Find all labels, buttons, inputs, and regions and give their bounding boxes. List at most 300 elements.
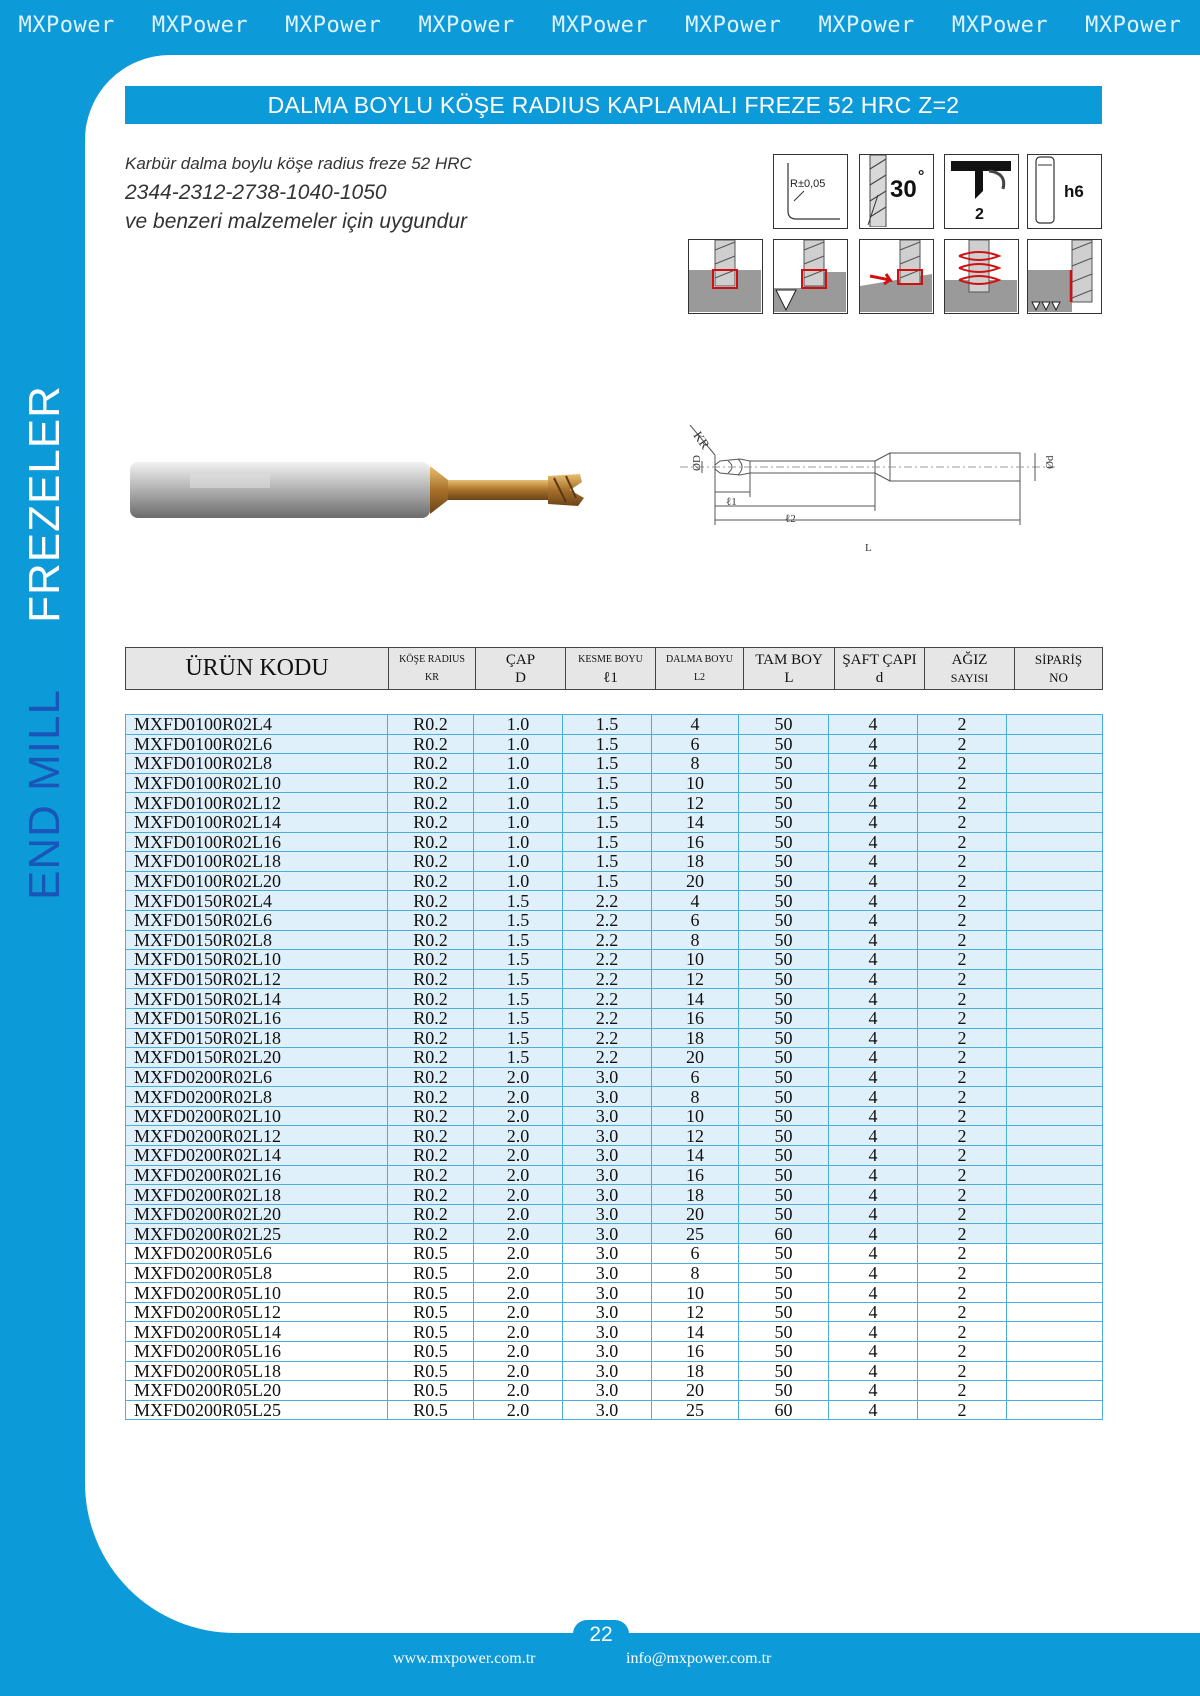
cell-diameter: 2.0 [474, 1283, 563, 1303]
cell-flute-count: 2 [918, 734, 1007, 754]
side-milling-operation-icon [1027, 239, 1102, 314]
cell-shank-diameter: 4 [829, 754, 918, 774]
header-cutting-length: KESME BOYU ℓ1 [566, 648, 656, 690]
cell-corner-radius: R0.2 [388, 1067, 474, 1087]
cell-order-no [1007, 1146, 1103, 1166]
cell-flute-count: 2 [918, 1263, 1007, 1283]
cell-corner-radius: R0.2 [388, 891, 474, 911]
cell-flute-count: 2 [918, 1126, 1007, 1146]
cell-flute-count: 2 [918, 1361, 1007, 1381]
cell-total-length: 50 [739, 832, 829, 852]
table-row [126, 734, 1103, 754]
cell-corner-radius: R0.2 [388, 1106, 474, 1126]
cell-corner-radius: R0.2 [388, 969, 474, 989]
cell-cutting-length: 3.0 [563, 1224, 652, 1244]
cell-cutting-length: 3.0 [563, 1381, 652, 1401]
slotting-operation-icon [688, 239, 763, 314]
watermark-text: MXPower [951, 12, 1049, 38]
cell-diameter: 2.0 [474, 1361, 563, 1381]
cell-diameter: 1.0 [474, 871, 563, 891]
cell-cutting-length: 1.5 [563, 715, 652, 735]
cell-diameter: 1.0 [474, 734, 563, 754]
cell-corner-radius: R0.5 [388, 1381, 474, 1401]
helix-degree-symbol: ° [918, 168, 925, 185]
cell-flute-count: 2 [918, 812, 1007, 832]
ramping-operation-icon [859, 239, 934, 314]
cell-order-no [1007, 812, 1103, 832]
cell-order-no [1007, 1381, 1103, 1401]
cell-flute-count: 2 [918, 1204, 1007, 1224]
cell-total-length: 50 [739, 1048, 829, 1068]
cell-plunge-length: 8 [652, 1263, 739, 1283]
cell-order-no [1007, 930, 1103, 950]
cell-total-length: 50 [739, 930, 829, 950]
header-shank-diameter: ŞAFT ÇAPI d [835, 648, 925, 690]
cell-flute-count: 2 [918, 871, 1007, 891]
cell-cutting-length: 3.0 [563, 1244, 652, 1264]
cell-corner-radius: R0.2 [388, 754, 474, 774]
cell-total-length: 50 [739, 715, 829, 735]
cell-total-length: 50 [739, 1204, 829, 1224]
drawing-label-shank-diameter: Ød [1044, 455, 1055, 469]
table-row [126, 1087, 1103, 1107]
cell-flute-count: 2 [918, 1087, 1007, 1107]
cell-shank-diameter: 4 [829, 1381, 918, 1401]
cell-plunge-length: 6 [652, 1067, 739, 1087]
cell-corner-radius: R0.2 [388, 1146, 474, 1166]
cell-total-length: 50 [739, 1302, 829, 1322]
cell-order-no [1007, 1048, 1103, 1068]
cell-flute-count: 2 [918, 950, 1007, 970]
description-line: ve benzeri malzemeler için uygundur [125, 210, 467, 233]
cell-plunge-length: 10 [652, 1106, 739, 1126]
cell-flute-count: 2 [918, 1322, 1007, 1342]
cell-shank-diameter: 4 [829, 852, 918, 872]
cell-order-no [1007, 1106, 1103, 1126]
cell-product-code: MXFD0100R02L8 [126, 754, 388, 774]
table-row [126, 1224, 1103, 1244]
cell-cutting-length: 3.0 [563, 1146, 652, 1166]
cell-cutting-length: 2.2 [563, 950, 652, 970]
cell-total-length: 60 [739, 1400, 829, 1420]
cell-plunge-length: 16 [652, 832, 739, 852]
cell-shank-diameter: 4 [829, 930, 918, 950]
cell-flute-count: 2 [918, 1048, 1007, 1068]
cell-shank-diameter: 4 [829, 969, 918, 989]
cell-order-no [1007, 989, 1103, 1009]
helix-angle-icon [859, 154, 934, 229]
cell-diameter: 2.0 [474, 1185, 563, 1205]
cell-shank-diameter: 4 [829, 1028, 918, 1048]
cell-diameter: 2.0 [474, 1165, 563, 1185]
cell-cutting-length: 2.2 [563, 1008, 652, 1028]
watermark-text: MXPower [818, 12, 915, 38]
table-row [126, 793, 1103, 813]
cell-total-length: 50 [739, 1106, 829, 1126]
cell-flute-count: 2 [918, 1106, 1007, 1126]
cell-flute-count: 2 [918, 793, 1007, 813]
cell-product-code: MXFD0150R02L6 [126, 910, 388, 930]
cell-diameter: 2.0 [474, 1302, 563, 1322]
cell-corner-radius: R0.2 [388, 1224, 474, 1244]
header-diameter: ÇAP D [476, 648, 566, 690]
description [125, 154, 472, 236]
cell-plunge-length: 20 [652, 1381, 739, 1401]
cell-corner-radius: R0.5 [388, 1400, 474, 1420]
table-row [126, 1185, 1103, 1205]
cell-total-length: 50 [739, 1087, 829, 1107]
drawing-label-cut-diameter: ØD [691, 455, 703, 471]
cell-total-length: 50 [739, 1283, 829, 1303]
cell-total-length: 50 [739, 793, 829, 813]
cell-flute-count: 2 [918, 1302, 1007, 1322]
watermark-text: MXPower [151, 12, 249, 38]
cell-shank-diameter: 4 [829, 1244, 918, 1264]
cell-corner-radius: R0.2 [388, 1087, 474, 1107]
cell-shank-diameter: 4 [829, 1283, 918, 1303]
cell-total-length: 50 [739, 754, 829, 774]
cell-product-code: MXFD0200R05L12 [126, 1302, 388, 1322]
table-row [126, 832, 1103, 852]
cell-product-code: MXFD0150R02L18 [126, 1028, 388, 1048]
website-link[interactable]: www.mxpower.com.tr [393, 1650, 536, 1667]
cell-shank-diameter: 4 [829, 1263, 918, 1283]
cell-plunge-length: 25 [652, 1400, 739, 1420]
cell-order-no [1007, 910, 1103, 930]
cell-diameter: 2.0 [474, 1067, 563, 1087]
cell-diameter: 1.5 [474, 1048, 563, 1068]
table-row [126, 1165, 1103, 1185]
cell-cutting-length: 2.2 [563, 1028, 652, 1048]
cell-diameter: 2.0 [474, 1263, 563, 1283]
cell-diameter: 2.0 [474, 1224, 563, 1244]
cell-order-no [1007, 1126, 1103, 1146]
email-link[interactable]: info@mxpower.com.tr [626, 1650, 772, 1667]
watermark-text: MXPower [1085, 12, 1182, 38]
table-row [126, 754, 1103, 774]
cell-shank-diameter: 4 [829, 950, 918, 970]
cell-plunge-length: 8 [652, 930, 739, 950]
cell-total-length: 50 [739, 852, 829, 872]
cell-total-length: 50 [739, 1008, 829, 1028]
table-row [126, 1028, 1103, 1048]
cell-plunge-length: 6 [652, 910, 739, 930]
cell-order-no [1007, 1185, 1103, 1205]
end-mill-photo [130, 440, 650, 540]
cell-product-code: MXFD0100R02L18 [126, 852, 388, 872]
table-row [126, 1067, 1103, 1087]
cell-corner-radius: R0.2 [388, 1028, 474, 1048]
shank-tolerance-value: h6 [1064, 182, 1084, 201]
table-row [126, 1381, 1103, 1401]
cell-flute-count: 2 [918, 1165, 1007, 1185]
cell-diameter: 1.0 [474, 715, 563, 735]
cell-diameter: 1.5 [474, 1028, 563, 1048]
cell-cutting-length: 1.5 [563, 812, 652, 832]
table-row [126, 1146, 1103, 1166]
cell-diameter: 2.0 [474, 1381, 563, 1401]
cell-shank-diameter: 4 [829, 1106, 918, 1126]
cell-corner-radius: R0.2 [388, 715, 474, 735]
cell-product-code: MXFD0200R05L14 [126, 1322, 388, 1342]
cell-diameter: 1.5 [474, 930, 563, 950]
cell-cutting-length: 3.0 [563, 1106, 652, 1126]
cell-diameter: 1.5 [474, 950, 563, 970]
cell-diameter: 1.0 [474, 793, 563, 813]
cell-product-code: MXFD0200R05L8 [126, 1263, 388, 1283]
cell-total-length: 50 [739, 871, 829, 891]
cell-diameter: 2.0 [474, 1322, 563, 1342]
cell-order-no [1007, 773, 1103, 793]
cell-diameter: 1.0 [474, 812, 563, 832]
cell-order-no [1007, 1283, 1103, 1303]
cell-diameter: 1.0 [474, 852, 563, 872]
cell-cutting-length: 2.2 [563, 930, 652, 950]
cell-total-length: 60 [739, 1224, 829, 1244]
cell-order-no [1007, 1342, 1103, 1362]
cell-order-no [1007, 950, 1103, 970]
cell-cutting-length: 2.2 [563, 1048, 652, 1068]
cell-order-no [1007, 1244, 1103, 1264]
cell-flute-count: 2 [918, 754, 1007, 774]
tolerance-value: R±0,05 [790, 178, 826, 190]
cell-shank-diameter: 4 [829, 1087, 918, 1107]
cell-order-no [1007, 734, 1103, 754]
page-number: 22 [573, 1620, 629, 1648]
cell-flute-count: 2 [918, 910, 1007, 930]
cell-plunge-length: 16 [652, 1342, 739, 1362]
cell-total-length: 50 [739, 1381, 829, 1401]
product-table [125, 714, 1103, 1420]
cell-product-code: MXFD0200R02L14 [126, 1146, 388, 1166]
cell-shank-diameter: 4 [829, 1185, 918, 1205]
cell-total-length: 50 [739, 1361, 829, 1381]
cell-corner-radius: R0.5 [388, 1322, 474, 1342]
cell-product-code: MXFD0200R05L10 [126, 1283, 388, 1303]
cell-corner-radius: R0.2 [388, 910, 474, 930]
cell-cutting-length: 2.2 [563, 891, 652, 911]
cell-cutting-length: 1.5 [563, 773, 652, 793]
side-label-end-mill: END MILL [20, 689, 69, 900]
cell-shank-diameter: 4 [829, 1302, 918, 1322]
cell-shank-diameter: 4 [829, 1204, 918, 1224]
cell-plunge-length: 16 [652, 1165, 739, 1185]
cell-product-code: MXFD0100R02L6 [126, 734, 388, 754]
cell-shank-diameter: 4 [829, 832, 918, 852]
cell-cutting-length: 1.5 [563, 734, 652, 754]
cell-flute-count: 2 [918, 715, 1007, 735]
cell-flute-count: 2 [918, 1008, 1007, 1028]
cell-flute-count: 2 [918, 1283, 1007, 1303]
cell-total-length: 50 [739, 1028, 829, 1048]
cell-plunge-length: 10 [652, 1283, 739, 1303]
cell-flute-count: 2 [918, 1028, 1007, 1048]
cell-total-length: 50 [739, 1185, 829, 1205]
cell-flute-count: 2 [918, 1381, 1007, 1401]
flute-count-value: 2 [975, 206, 984, 223]
cell-diameter: 1.0 [474, 832, 563, 852]
cell-plunge-length: 4 [652, 715, 739, 735]
table-row [126, 1204, 1103, 1224]
cell-cutting-length: 1.5 [563, 754, 652, 774]
cell-order-no [1007, 1400, 1103, 1420]
cell-corner-radius: R0.5 [388, 1342, 474, 1362]
cell-product-code: MXFD0200R02L18 [126, 1185, 388, 1205]
cell-order-no [1007, 754, 1103, 774]
cell-product-code: MXFD0200R02L20 [126, 1204, 388, 1224]
table-row [126, 1361, 1103, 1381]
cell-product-code: MXFD0100R02L20 [126, 871, 388, 891]
cell-cutting-length: 3.0 [563, 1342, 652, 1362]
cell-plunge-length: 25 [652, 1224, 739, 1244]
cell-order-no [1007, 891, 1103, 911]
cell-shank-diameter: 4 [829, 1048, 918, 1068]
cell-corner-radius: R0.5 [388, 1263, 474, 1283]
drawing-label-l1: ℓ1 [726, 496, 737, 508]
cell-shank-diameter: 4 [829, 812, 918, 832]
cell-corner-radius: R0.2 [388, 871, 474, 891]
cell-total-length: 50 [739, 1342, 829, 1362]
table-row [126, 1283, 1103, 1303]
cell-corner-radius: R0.2 [388, 852, 474, 872]
helical-interpolation-icon [944, 239, 1019, 314]
cell-cutting-length: 2.2 [563, 989, 652, 1009]
table-row [126, 1126, 1103, 1146]
plunging-operation-icon [773, 239, 848, 314]
cell-cutting-length: 3.0 [563, 1165, 652, 1185]
cell-product-code: MXFD0150R02L4 [126, 891, 388, 911]
page-title: DALMA BOYLU KÖŞE RADIUS KAPLAMALI FREZE 52 HRC Z=2 [125, 86, 1102, 124]
cell-corner-radius: R0.5 [388, 1283, 474, 1303]
cell-corner-radius: R0.2 [388, 832, 474, 852]
table-row [126, 1322, 1103, 1342]
cell-order-no [1007, 852, 1103, 872]
cell-product-code: MXFD0100R02L12 [126, 793, 388, 813]
cell-order-no [1007, 1224, 1103, 1244]
cell-corner-radius: R0.2 [388, 773, 474, 793]
cell-cutting-length: 1.5 [563, 832, 652, 852]
table-row [126, 871, 1103, 891]
cell-corner-radius: R0.2 [388, 1165, 474, 1185]
cell-plunge-length: 20 [652, 1048, 739, 1068]
cell-shank-diameter: 4 [829, 1400, 918, 1420]
cell-plunge-length: 20 [652, 871, 739, 891]
header-product-code: ÜRÜN KODU [126, 648, 389, 690]
cell-order-no [1007, 1087, 1103, 1107]
cell-order-no [1007, 1008, 1103, 1028]
cell-total-length: 50 [739, 1165, 829, 1185]
cell-order-no [1007, 1204, 1103, 1224]
cell-flute-count: 2 [918, 989, 1007, 1009]
cell-diameter: 1.5 [474, 969, 563, 989]
radius-tolerance-icon [773, 154, 848, 229]
cell-diameter: 1.5 [474, 1008, 563, 1028]
cell-shank-diameter: 4 [829, 989, 918, 1009]
cell-cutting-length: 1.5 [563, 871, 652, 891]
cell-total-length: 50 [739, 734, 829, 754]
cell-order-no [1007, 969, 1103, 989]
table-row [126, 1106, 1103, 1126]
cell-plunge-length: 16 [652, 1008, 739, 1028]
cell-cutting-length: 3.0 [563, 1204, 652, 1224]
cell-plunge-length: 12 [652, 793, 739, 813]
cell-flute-count: 2 [918, 969, 1007, 989]
cell-cutting-length: 1.5 [563, 852, 652, 872]
table-row [126, 1263, 1103, 1283]
drawing-label-total-length: L [865, 542, 872, 554]
table-row [126, 715, 1103, 735]
cell-shank-diameter: 4 [829, 1067, 918, 1087]
cell-shank-diameter: 4 [829, 891, 918, 911]
drawing-label-l2: ℓ2 [785, 513, 796, 525]
cell-diameter: 1.0 [474, 773, 563, 793]
cell-flute-count: 2 [918, 832, 1007, 852]
cell-order-no [1007, 1263, 1103, 1283]
header-total-length: TAM BOY L [744, 648, 835, 690]
table-row [126, 1400, 1103, 1420]
cell-plunge-length: 12 [652, 1126, 739, 1146]
cell-total-length: 50 [739, 950, 829, 970]
cell-corner-radius: R0.5 [388, 1244, 474, 1264]
cell-corner-radius: R0.2 [388, 1204, 474, 1224]
cell-total-length: 50 [739, 891, 829, 911]
cell-corner-radius: R0.2 [388, 812, 474, 832]
helix-angle-value: 30 [890, 176, 917, 203]
cell-product-code: MXFD0200R02L12 [126, 1126, 388, 1146]
table-row [126, 812, 1103, 832]
cell-product-code: MXFD0200R05L6 [126, 1244, 388, 1264]
cell-plunge-length: 14 [652, 812, 739, 832]
cell-plunge-length: 10 [652, 773, 739, 793]
cell-product-code: MXFD0200R02L8 [126, 1087, 388, 1107]
cell-diameter: 2.0 [474, 1146, 563, 1166]
table-row [126, 773, 1103, 793]
cell-shank-diameter: 4 [829, 1322, 918, 1342]
cell-flute-count: 2 [918, 930, 1007, 950]
cell-flute-count: 2 [918, 1067, 1007, 1087]
cell-cutting-length: 3.0 [563, 1400, 652, 1420]
cell-cutting-length: 3.0 [563, 1283, 652, 1303]
cell-flute-count: 2 [918, 1146, 1007, 1166]
cell-diameter: 1.5 [474, 891, 563, 911]
cell-diameter: 1.5 [474, 989, 563, 1009]
cell-corner-radius: R0.2 [388, 930, 474, 950]
cell-shank-diameter: 4 [829, 1342, 918, 1362]
cell-plunge-length: 20 [652, 1204, 739, 1224]
cell-order-no [1007, 1067, 1103, 1087]
cell-total-length: 50 [739, 1146, 829, 1166]
cell-plunge-length: 18 [652, 1361, 739, 1381]
cell-shank-diameter: 4 [829, 1165, 918, 1185]
cell-flute-count: 2 [918, 1244, 1007, 1264]
table-row [126, 1244, 1103, 1264]
cell-cutting-length: 2.2 [563, 910, 652, 930]
cell-corner-radius: R0.2 [388, 1126, 474, 1146]
cell-order-no [1007, 1322, 1103, 1342]
cell-product-code: MXFD0150R02L20 [126, 1048, 388, 1068]
cell-corner-radius: R0.2 [388, 989, 474, 1009]
cell-corner-radius: R0.5 [388, 1361, 474, 1381]
flute-count-icon [944, 154, 1019, 229]
cell-cutting-length: 2.2 [563, 969, 652, 989]
cell-plunge-length: 10 [652, 950, 739, 970]
cell-diameter: 2.0 [474, 1126, 563, 1146]
cell-plunge-length: 14 [652, 989, 739, 1009]
cell-shank-diameter: 4 [829, 1361, 918, 1381]
cell-product-code: MXFD0200R05L25 [126, 1400, 388, 1420]
watermark-text: MXPower [418, 12, 515, 38]
cell-shank-diameter: 4 [829, 910, 918, 930]
